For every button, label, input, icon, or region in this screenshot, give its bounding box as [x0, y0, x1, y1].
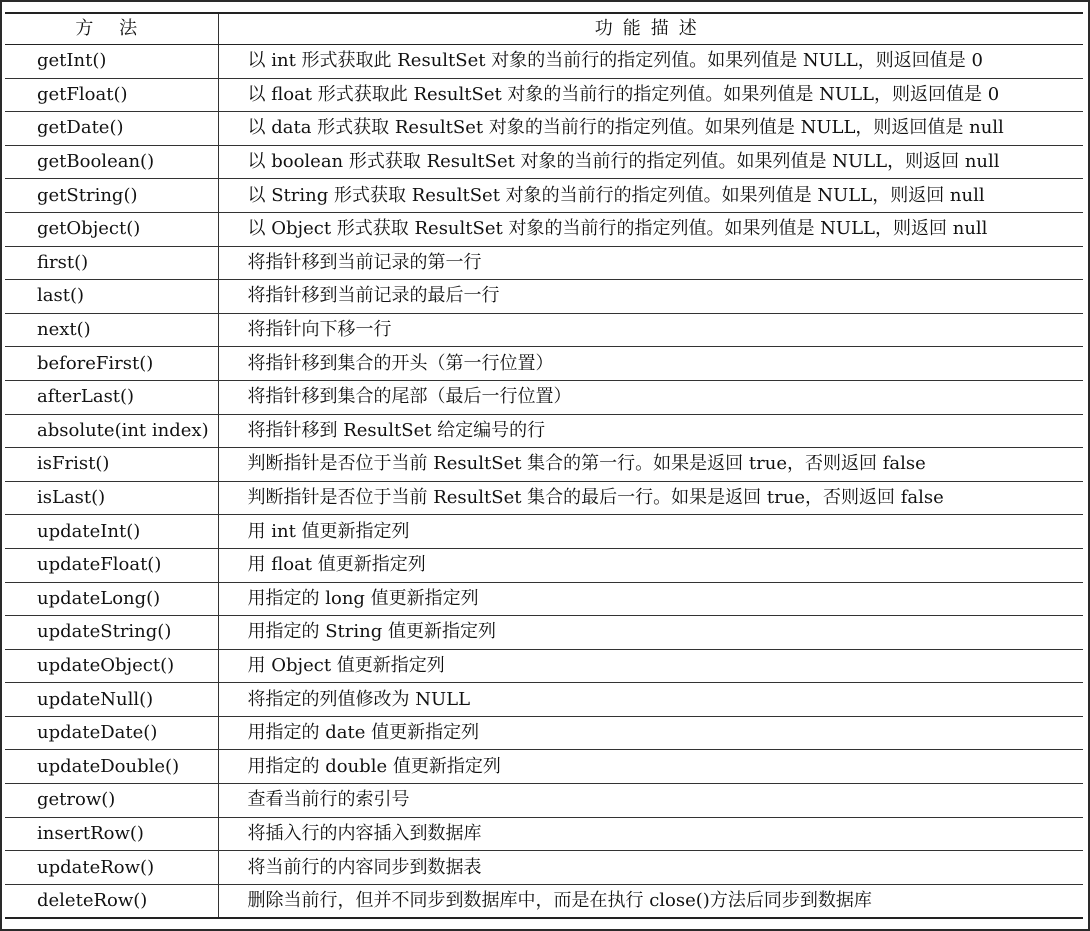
description-cell: 以 String 形式获取 ResultSet 对象的当前行的指定列值。如果列值是 NULL，则返回 null: [218, 179, 1083, 213]
table-row: [5, 347, 1083, 381]
table-row: [5, 851, 1083, 885]
method-cell: next(): [5, 313, 218, 347]
table-row: [5, 112, 1083, 146]
method-cell: first(): [5, 246, 218, 280]
method-cell: updateObject(): [5, 649, 218, 683]
description-cell: 将指针移到 ResultSet 给定编号的行: [218, 414, 1083, 448]
header-method: 方 法: [5, 13, 218, 45]
table-row: [5, 582, 1083, 616]
description-cell: 将指针移到集合的尾部（最后一行位置）: [218, 380, 1083, 414]
table-row: [5, 716, 1083, 750]
method-cell: getrow(): [5, 784, 218, 818]
header-row: [5, 13, 1083, 45]
table-header: [5, 13, 1083, 45]
method-cell: updateNull(): [5, 683, 218, 717]
description-cell: 将指针移到当前记录的第一行: [218, 246, 1083, 280]
method-cell: getString(): [5, 179, 218, 213]
table-row: [5, 548, 1083, 582]
description-cell: 以 boolean 形式获取 ResultSet 对象的当前行的指定列值。如果列值是 NULL，则返回 null: [218, 145, 1083, 179]
method-cell: absolute(int index): [5, 414, 218, 448]
method-cell: beforeFirst(): [5, 347, 218, 381]
description-cell: 将当前行的内容同步到数据表: [218, 851, 1083, 885]
table-row: [5, 784, 1083, 818]
method-cell: deleteRow(): [5, 884, 218, 918]
header-description: 功能描述: [218, 13, 1083, 45]
description-cell: 查看当前行的索引号: [218, 784, 1083, 818]
method-cell: getDate(): [5, 112, 218, 146]
description-cell: 用指定的 double 值更新指定列: [218, 750, 1083, 784]
table-row: [5, 380, 1083, 414]
method-cell: updateDouble(): [5, 750, 218, 784]
description-cell: 将指定的列值修改为 NULL: [218, 683, 1083, 717]
table-row: [5, 515, 1083, 549]
description-cell: 用 Object 值更新指定列: [218, 649, 1083, 683]
table-row: [5, 817, 1083, 851]
method-cell: getObject(): [5, 212, 218, 246]
method-cell: updateLong(): [5, 582, 218, 616]
description-cell: 将插入行的内容插入到数据库: [218, 817, 1083, 851]
method-cell: updateDate(): [5, 716, 218, 750]
description-cell: 用指定的 String 值更新指定列: [218, 616, 1083, 650]
description-cell: 以 data 形式获取 ResultSet 对象的当前行的指定列值。如果列值是 NULL，则返回值是 null: [218, 112, 1083, 146]
description-cell: 以 int 形式获取此 ResultSet 对象的当前行的指定列值。如果列值是 NULL，则返回值是 0: [218, 45, 1083, 79]
method-cell: afterLast(): [5, 380, 218, 414]
table-row: [5, 313, 1083, 347]
table-row: [5, 616, 1083, 650]
table-row: [5, 280, 1083, 314]
description-cell: 以 Object 形式获取 ResultSet 对象的当前行的指定列值。如果列值是 NULL，则返回 null: [218, 212, 1083, 246]
description-cell: 将指针向下移一行: [218, 313, 1083, 347]
table-row: [5, 481, 1083, 515]
description-cell: 删除当前行，但并不同步到数据库中，而是在执行 close()方法后同步到数据库: [218, 884, 1083, 918]
table-row: [5, 45, 1083, 79]
description-cell: 判断指针是否位于当前 ResultSet 集合的最后一行。如果是返回 true，否则返回 false: [218, 481, 1083, 515]
table-row: [5, 750, 1083, 784]
method-cell: updateRow(): [5, 851, 218, 885]
method-cell: getBoolean(): [5, 145, 218, 179]
resultset-methods-table: [5, 12, 1083, 919]
method-cell: updateInt(): [5, 515, 218, 549]
description-cell: 用 int 值更新指定列: [218, 515, 1083, 549]
description-cell: 以 float 形式获取此 ResultSet 对象的当前行的指定列值。如果列值是 NULL，则返回值是 0: [218, 78, 1083, 112]
table-row: [5, 145, 1083, 179]
table-row: [5, 246, 1083, 280]
method-cell: updateFloat(): [5, 548, 218, 582]
description-cell: 判断指针是否位于当前 ResultSet 集合的第一行。如果是返回 true，否则返回 false: [218, 448, 1083, 482]
method-cell: updateString(): [5, 616, 218, 650]
table-row: [5, 179, 1083, 213]
table-body: [5, 45, 1083, 919]
description-cell: 将指针移到当前记录的最后一行: [218, 280, 1083, 314]
method-cell: last(): [5, 280, 218, 314]
table-row: [5, 212, 1083, 246]
table-row: [5, 448, 1083, 482]
table-row: [5, 78, 1083, 112]
method-cell: isFrist(): [5, 448, 218, 482]
description-cell: 用指定的 long 值更新指定列: [218, 582, 1083, 616]
description-cell: 用 float 值更新指定列: [218, 548, 1083, 582]
method-cell: insertRow(): [5, 817, 218, 851]
table-row: [5, 649, 1083, 683]
description-cell: 用指定的 date 值更新指定列: [218, 716, 1083, 750]
method-cell: isLast(): [5, 481, 218, 515]
method-cell: getFloat(): [5, 78, 218, 112]
table-row: [5, 414, 1083, 448]
table-row: [5, 884, 1083, 918]
description-cell: 将指针移到集合的开头（第一行位置）: [218, 347, 1083, 381]
table-row: [5, 683, 1083, 717]
method-cell: getInt(): [5, 45, 218, 79]
